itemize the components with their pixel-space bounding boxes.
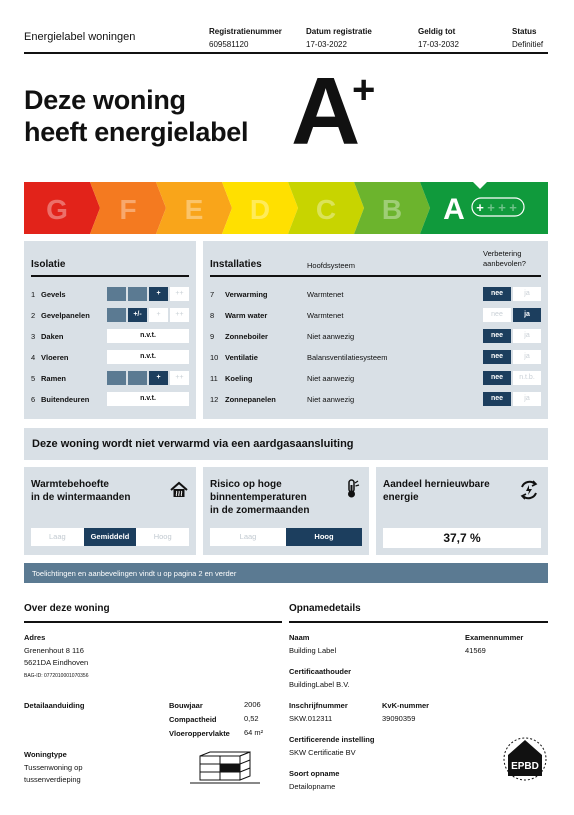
risico-title-line2: binnentemperaturen bbox=[210, 492, 307, 503]
aandeel-title-line1: Aandeel hernieuwbare bbox=[383, 479, 490, 490]
geldig-tot-block bbox=[418, 25, 459, 51]
scale-letter-e: E bbox=[184, 194, 204, 225]
geldig-tot-value: 17-03-2032 bbox=[418, 40, 459, 49]
soort-opname-label: Soort opname bbox=[289, 769, 340, 778]
scale-option-hoog: Hoog bbox=[286, 528, 362, 546]
risico-card bbox=[203, 467, 369, 555]
naam-label: Naam bbox=[289, 633, 310, 642]
energy-scale-graphic bbox=[24, 178, 548, 234]
bouwjaar-label: Bouwjaar bbox=[169, 701, 203, 710]
row-name: Zonnepanelen bbox=[225, 395, 276, 404]
status-block bbox=[512, 25, 543, 51]
headline-line2: heeft energielabel bbox=[24, 117, 249, 147]
woningtype-line1: Tussenwoning op bbox=[24, 763, 83, 772]
scale-letter-d: D bbox=[249, 194, 271, 225]
kvk-label: KvK-nummer bbox=[382, 701, 430, 710]
detail-label: Detailaanduiding bbox=[24, 701, 85, 710]
risico-title-line1: Risico op hoge bbox=[210, 479, 282, 490]
row-number: 8 bbox=[210, 311, 215, 320]
isolatie-value: n.v.t. bbox=[107, 329, 189, 343]
woningtype-line2: tussenverdieping bbox=[24, 775, 81, 784]
vloeroppervlakte-value: 64 m² bbox=[244, 728, 264, 737]
isolatie-level-cell bbox=[128, 287, 147, 301]
datum-registratie-value: 17-03-2022 bbox=[306, 40, 347, 49]
scale-option-laag: Laag bbox=[210, 528, 286, 546]
registratienummer-block bbox=[209, 25, 282, 51]
row-number: 5 bbox=[31, 374, 36, 383]
row-name: Gevelpanelen bbox=[41, 311, 90, 320]
verbetering-option-nee: nee bbox=[483, 392, 511, 406]
isolatie-level-cell bbox=[107, 371, 126, 385]
over-rule bbox=[24, 621, 282, 623]
verbetering-option-nee: nee bbox=[483, 371, 511, 385]
warmtebehoefte-title-line2: in de wintermaanden bbox=[31, 492, 131, 503]
bag-id: BAG-ID: 0772010001070356 bbox=[24, 673, 89, 679]
isolatie-panel bbox=[24, 241, 196, 419]
headline-line1: Deze woning bbox=[24, 85, 186, 115]
installatie-system: Niet aanwezig bbox=[307, 395, 355, 404]
adres-line2: 5621DA Eindhoven bbox=[24, 658, 89, 667]
installatie-system: Warmtenet bbox=[307, 290, 344, 299]
installatie-row-label bbox=[210, 290, 268, 299]
isolatie-title: Isolatie bbox=[31, 259, 66, 270]
gas-banner: Deze woning wordt niet verwarmd via een aardgasaansluiting bbox=[24, 428, 548, 460]
plus-mark: + bbox=[476, 200, 484, 215]
compactheid-label: Compactheid bbox=[169, 715, 217, 724]
isolatie-level-cell: + bbox=[149, 371, 168, 385]
isolatie-row-label bbox=[31, 290, 66, 299]
instelling-label: Certificerende instelling bbox=[289, 735, 375, 744]
verbetering-option-ja: ja bbox=[513, 308, 541, 322]
plus-mark: + bbox=[509, 200, 517, 215]
examennummer-label: Examennummer bbox=[465, 633, 524, 642]
isolatie-level-cell bbox=[128, 371, 147, 385]
scale-option-laag: Laag bbox=[31, 528, 84, 546]
plus-mark: + bbox=[498, 200, 506, 215]
warmtebehoefte-card bbox=[24, 467, 196, 555]
compactheid-value: 0,52 bbox=[244, 714, 259, 723]
row-number: 4 bbox=[31, 353, 36, 362]
verbetering-option-ja: ja bbox=[513, 287, 541, 301]
scale-option-gemiddeld: Gemiddeld bbox=[84, 528, 137, 546]
row-name: Ventilatie bbox=[225, 353, 258, 362]
warmtebehoefte-title bbox=[31, 478, 130, 504]
row-number: 11 bbox=[210, 374, 218, 383]
energy-label-letter: A bbox=[291, 58, 359, 165]
renewable-cycle-icon bbox=[518, 479, 540, 501]
row-name: Buitendeuren bbox=[41, 395, 90, 404]
adres-line1: Grenenhout 8 116 bbox=[24, 646, 84, 655]
instelling-value: SKW Certificatie BV bbox=[289, 748, 356, 757]
isolatie-row-label bbox=[31, 332, 64, 341]
row-name: Koeling bbox=[225, 374, 253, 383]
certificaathouder-label: Certificaathouder bbox=[289, 667, 352, 676]
registratienummer-label: Registratienummer bbox=[209, 27, 282, 36]
verbetering-option-ja: ja bbox=[513, 392, 541, 406]
scale-letter-a: A bbox=[443, 193, 465, 226]
row-number: 2 bbox=[31, 311, 36, 320]
installaties-panel bbox=[203, 241, 548, 419]
registratienummer-value: 609581120 bbox=[209, 40, 249, 49]
aandeel-card bbox=[376, 467, 548, 555]
installatie-row-label bbox=[210, 332, 268, 341]
opname-title: Opnamedetails bbox=[289, 603, 361, 614]
woningtype-label: Woningtype bbox=[24, 750, 67, 759]
row-name: Vloeren bbox=[41, 353, 69, 362]
datum-registratie-block bbox=[306, 25, 372, 51]
document-title: Energielabel woningen bbox=[24, 31, 136, 43]
isolatie-value: n.v.t. bbox=[107, 350, 189, 364]
isolatie-row-label bbox=[31, 311, 90, 320]
row-name: Warm water bbox=[225, 311, 268, 320]
installatie-row-label bbox=[210, 395, 276, 404]
installatie-row-label bbox=[210, 311, 267, 320]
scale-letter-g: G bbox=[46, 194, 68, 225]
vloeroppervlakte-label: Vloeroppervlakte bbox=[169, 729, 230, 738]
isolatie-level-cell: + bbox=[149, 287, 168, 301]
energy-scale bbox=[24, 178, 548, 234]
toelichting-stripe: Toelichtingen en aanbevelingen vindt u op pagina 2 en verder bbox=[24, 563, 548, 583]
verbetering-option-nee: nee bbox=[483, 287, 511, 301]
risico-title-line3: in de zomermaanden bbox=[210, 505, 310, 516]
row-number: 6 bbox=[31, 395, 36, 404]
kvk-value: 39090359 bbox=[382, 714, 416, 723]
isolatie-level-cell: ++ bbox=[170, 371, 189, 385]
row-name: Daken bbox=[41, 332, 64, 341]
aandeel-value: 37,7 % bbox=[383, 528, 541, 548]
row-name: Gevels bbox=[41, 290, 66, 299]
opname-rule bbox=[289, 621, 548, 623]
isolatie-level-cell: ++ bbox=[170, 287, 189, 301]
isolatie-value: n.v.t. bbox=[107, 392, 189, 406]
isolatie-rule bbox=[31, 275, 189, 277]
thermometer-icon bbox=[343, 479, 361, 499]
bouwjaar-value: 2006 bbox=[244, 700, 261, 709]
header-divider bbox=[24, 52, 548, 54]
epbd-logo bbox=[502, 736, 548, 782]
scale-segment-a bbox=[420, 182, 548, 234]
datum-registratie-label: Datum registratie bbox=[306, 27, 372, 36]
installatie-system: Niet aanwezig bbox=[307, 374, 355, 383]
installatie-system: Balansventilatiesysteem bbox=[307, 353, 388, 362]
isolatie-level-cell: ++ bbox=[170, 308, 189, 322]
aandeel-title bbox=[383, 478, 490, 504]
naam-value: Building Label bbox=[289, 646, 337, 655]
hoofdsysteem-header: Hoofdsysteem bbox=[307, 261, 355, 270]
verbetering-option-nee: nee bbox=[483, 329, 511, 343]
inschrijfnummer-value: SKW.012311 bbox=[289, 714, 333, 723]
building-type-icon bbox=[188, 750, 262, 786]
isolatie-level-cell bbox=[107, 308, 126, 322]
verbetering-option-ja: n.t.b. bbox=[513, 371, 541, 385]
aandeel-title-line2: energie bbox=[383, 492, 419, 503]
soort-opname-value: Detailopname bbox=[289, 782, 336, 791]
headline bbox=[24, 84, 248, 148]
isolatie-level-cell: + bbox=[149, 308, 168, 322]
installaties-rule bbox=[210, 275, 541, 277]
verbetering-option-nee: nee bbox=[483, 350, 511, 364]
adres-label: Adres bbox=[24, 633, 46, 642]
epbd-logo-text: EPBD bbox=[511, 761, 539, 772]
status-label: Status bbox=[512, 27, 537, 36]
row-number: 10 bbox=[210, 353, 219, 362]
row-number: 1 bbox=[31, 290, 36, 299]
scale-letter-c: C bbox=[315, 194, 337, 225]
verbetering-option-ja: ja bbox=[513, 350, 541, 364]
scale-option-hoog: Hoog bbox=[136, 528, 189, 546]
inschrijfnummer-label: Inschrijfnummer bbox=[289, 701, 348, 710]
installaties-title: Installaties bbox=[210, 259, 262, 270]
row-name: Verwarming bbox=[225, 290, 268, 299]
status-value: Definitief bbox=[512, 40, 544, 49]
row-number: 9 bbox=[210, 332, 215, 341]
isolatie-level-cell: +/- bbox=[128, 308, 147, 322]
row-name: Ramen bbox=[41, 374, 67, 383]
isolatie-row-label bbox=[31, 374, 66, 383]
verbetering-header: Verbetering aanbevolen? bbox=[483, 249, 526, 268]
row-name: Zonneboiler bbox=[225, 332, 268, 341]
scale-letter-f: F bbox=[119, 194, 137, 225]
row-number: 7 bbox=[210, 290, 215, 299]
certificaathouder-value: BuildingLabel B.V. bbox=[289, 680, 350, 689]
risico-title bbox=[210, 478, 309, 517]
verbetering-option-ja: ja bbox=[513, 329, 541, 343]
row-number: 3 bbox=[31, 332, 36, 341]
over-title: Over deze woning bbox=[24, 603, 110, 614]
isolatie-row-label bbox=[31, 395, 89, 404]
plus-mark: + bbox=[487, 200, 495, 215]
energy-label-plus: + bbox=[352, 68, 376, 112]
installatie-row-label bbox=[210, 353, 258, 362]
examennummer-value: 41569 bbox=[465, 646, 486, 655]
warmtebehoefte-title-line1: Warmtebehoefte bbox=[31, 479, 109, 490]
installatie-row-label bbox=[210, 374, 253, 383]
isolatie-level-cell bbox=[107, 287, 126, 301]
installatie-system: Warmtenet bbox=[307, 311, 344, 320]
isolatie-row-label bbox=[31, 353, 69, 362]
installatie-system: Niet aanwezig bbox=[307, 332, 355, 341]
verbetering-option-nee: nee bbox=[483, 308, 511, 322]
house-heat-icon bbox=[170, 481, 188, 499]
scale-letter-b: B bbox=[381, 194, 403, 225]
row-number: 12 bbox=[210, 395, 219, 404]
geldig-tot-label: Geldig tot bbox=[418, 27, 456, 36]
